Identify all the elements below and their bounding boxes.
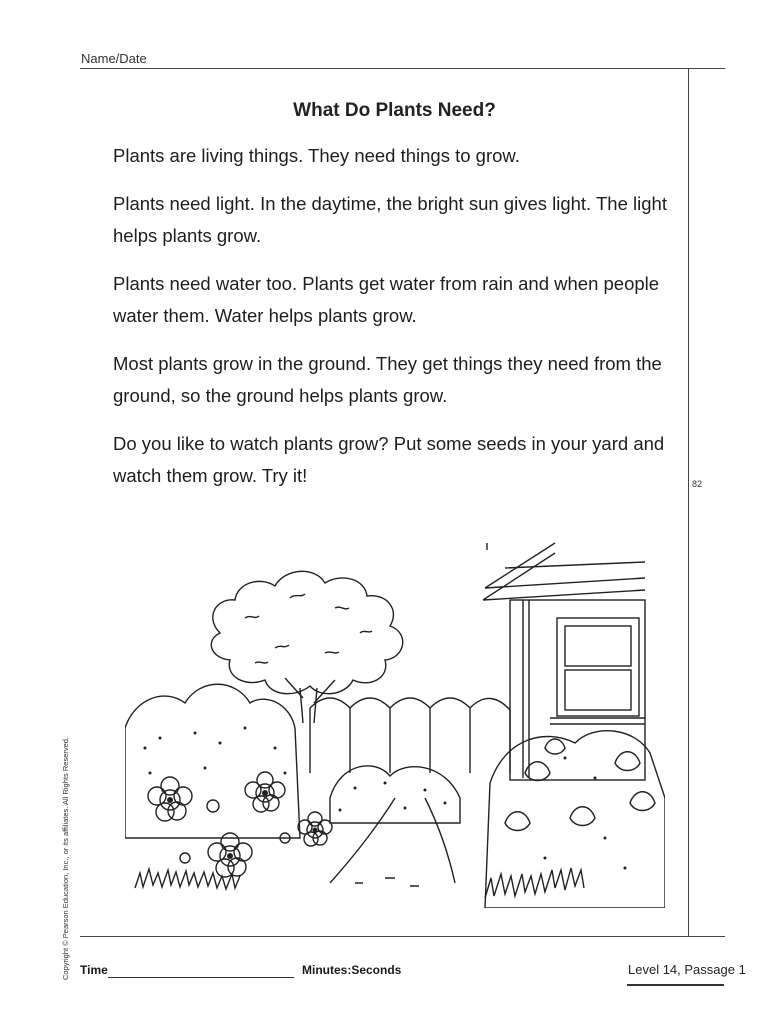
passage-title: What Do Plants Need? xyxy=(293,100,496,121)
passage-body xyxy=(113,140,673,508)
right-rule xyxy=(688,68,689,936)
bottom-rule xyxy=(80,936,725,937)
paragraph-1: Plants are living things. They need things to grow. xyxy=(113,145,520,166)
minutes-seconds-label: Minutes:Seconds xyxy=(302,963,402,977)
top-rule xyxy=(80,68,725,69)
time-label: Time xyxy=(80,963,108,977)
word-count: 82 xyxy=(692,479,703,489)
name-date-label: Name/Date xyxy=(81,51,147,66)
level-underline xyxy=(627,984,724,986)
time-blank-line xyxy=(108,977,294,978)
level-passage-label: Level 14, Passage 1 xyxy=(628,962,746,977)
paragraph-2: Plants need light. In the daytime, the bright sun gives light. The light helps plants grow. xyxy=(113,193,667,246)
garden-illustration xyxy=(125,538,665,908)
copyright-notice: Copyright © Pearson Education, Inc., or its affiliates. All Rights Reserved. xyxy=(61,736,70,980)
paragraph-5: Do you like to watch plants grow? Put some seeds in your yard and watch them grow. Try it! xyxy=(113,433,665,486)
paragraph-4: Most plants grow in the ground. They get things they need from the ground, so the ground helps plants grow. xyxy=(113,353,662,406)
paragraph-3: Plants need water too. Plants get water from rain and when people water them. Water helps plants grow. xyxy=(113,273,660,326)
